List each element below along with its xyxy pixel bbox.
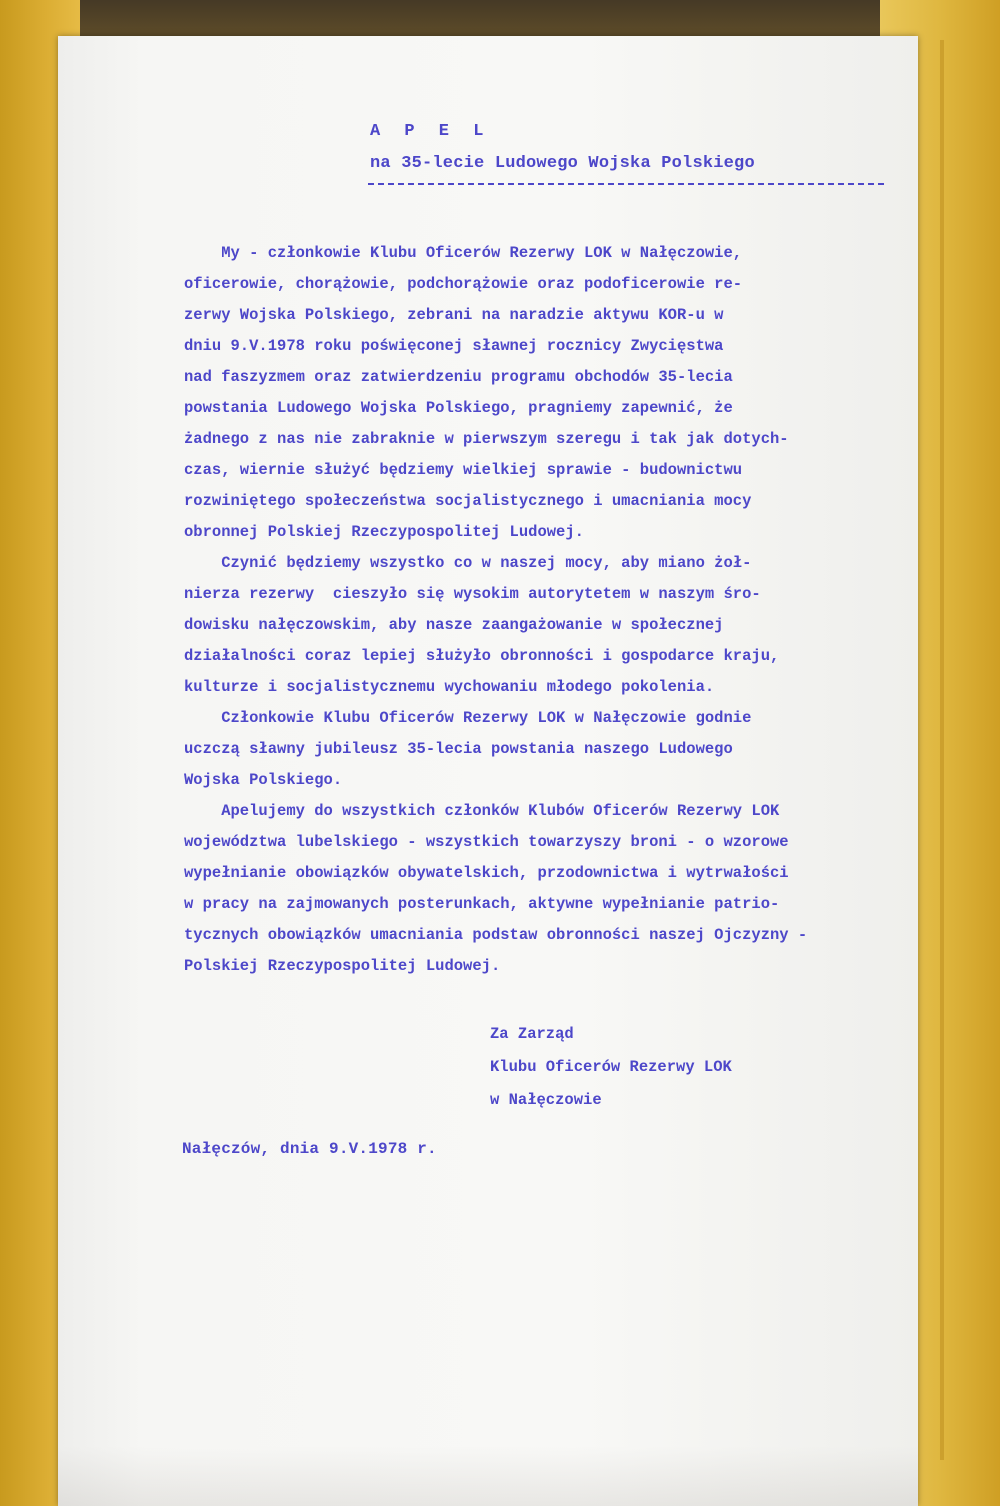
body-line: dowisku nałęczowskim, aby nasze zaangażowanie w społecznej xyxy=(184,616,724,634)
document-body xyxy=(184,238,914,982)
place-and-date: Nałęczów, dnia 9.V.1978 r. xyxy=(182,1140,437,1158)
body-line: obronnej Polskiej Rzeczypospolitej Ludowej. xyxy=(184,523,584,541)
folder-fold-line xyxy=(940,40,944,1460)
body-line: uczczą sławny jubileusz 35-lecia powstania naszego Ludowego xyxy=(184,740,733,758)
body-line: Czynić będziemy wszystko co w naszej mocy, aby miano żoł- xyxy=(184,554,752,572)
signature-line: Klubu Oficerów Rezerwy LOK xyxy=(490,1058,732,1076)
body-line: województwa lubelskiego - wszystkich towarzyszy broni - o wzorowe xyxy=(184,833,789,851)
body-line: powstania Ludowego Wojska Polskiego, pragniemy zapewnić, że xyxy=(184,399,733,417)
subtitle-underline xyxy=(368,183,884,185)
document-title: A P E L xyxy=(370,122,491,141)
body-line: żadnego z nas nie zabraknie w pierwszym szeregu i tak jak dotych- xyxy=(184,430,789,448)
signature-line: Za Zarząd xyxy=(490,1025,574,1043)
body-line: kulturze i socjalistycznemu wychowaniu młodego pokolenia. xyxy=(184,678,715,696)
body-line: w pracy na zajmowanych posterunkach, aktywne wypełnianie patrio- xyxy=(184,895,780,913)
body-line: Wojska Polskiego. xyxy=(184,771,343,789)
body-line: działalności coraz lepiej służyło obronności i gospodarce kraju, xyxy=(184,647,780,665)
body-line: Apelujemy do wszystkich członków Klubów Oficerów Rezerwy LOK xyxy=(184,802,780,820)
signature-block xyxy=(490,1018,732,1117)
body-line: oficerowie, chorążowie, podchorążowie oraz podoficerowie re- xyxy=(184,275,743,293)
body-line: czas, wiernie służyć będziemy wielkiej sprawie - budownictwu xyxy=(184,461,743,479)
document-subtitle: na 35-lecie Ludowego Wojska Polskiego xyxy=(370,154,755,173)
body-line: Członkowie Klubu Oficerów Rezerwy LOK w Nałęczowie godnie xyxy=(184,709,752,727)
body-line: wypełnianie obowiązków obywatelskich, przodownictwa i wytrwałości xyxy=(184,864,789,882)
body-line: rozwiniętego społeczeństwa socjalistycznego i umacniania mocy xyxy=(184,492,752,510)
sheet-shadow xyxy=(58,1446,918,1506)
folder-top-shadow xyxy=(0,0,1000,38)
body-line: Polskiej Rzeczypospolitej Ludowej. xyxy=(184,957,501,975)
body-line: zerwy Wojska Polskiego, zebrani na naradzie aktywu KOR-u w xyxy=(184,306,724,324)
body-line: nierza rezerwy cieszyło się wysokim autorytetem w naszym śro- xyxy=(184,585,761,603)
body-line: dniu 9.V.1978 roku poświęconej sławnej rocznicy Zwycięstwa xyxy=(184,337,724,355)
body-line: My - członkowie Klubu Oficerów Rezerwy LOK w Nałęczowie, xyxy=(184,244,743,262)
body-line: nad faszyzmem oraz zatwierdzeniu programu obchodów 35-lecia xyxy=(184,368,733,386)
body-line: tycznych obowiązków umacniania podstaw obronności naszej Ojczyzny - xyxy=(184,926,808,944)
signature-line: w Nałęczowie xyxy=(490,1091,602,1109)
typed-document-sheet xyxy=(58,36,918,1506)
